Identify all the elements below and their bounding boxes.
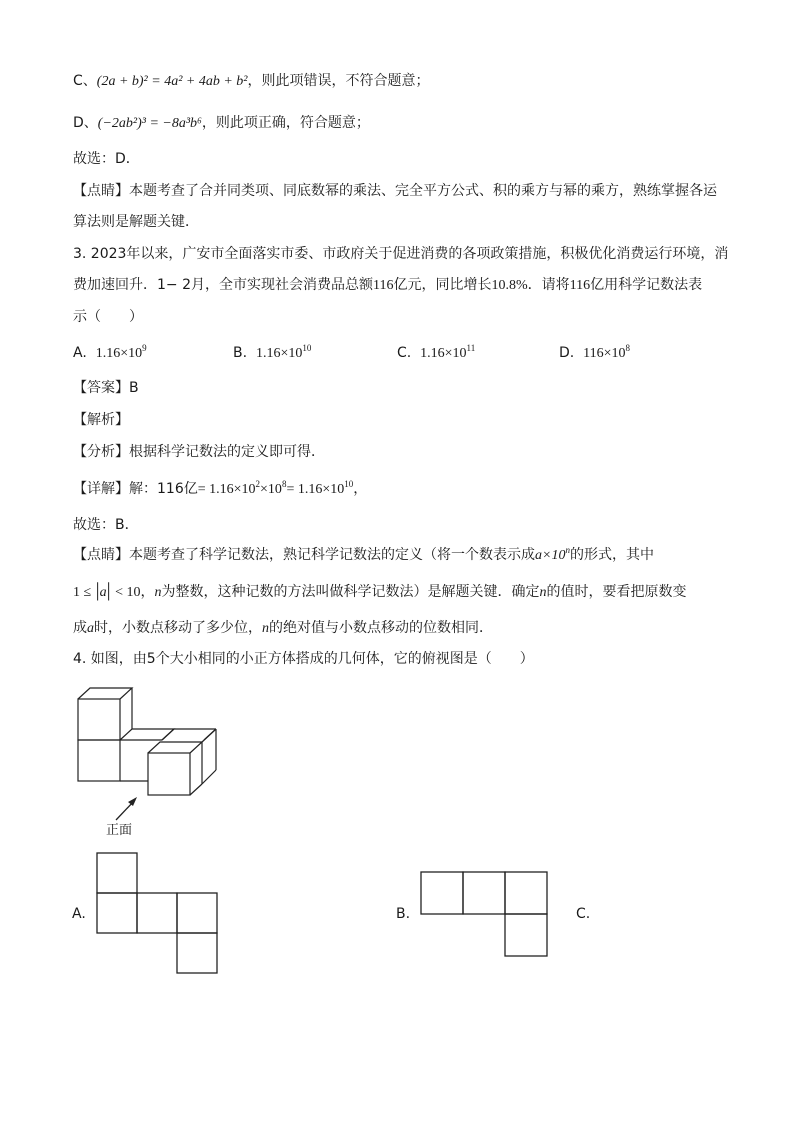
q4-option-c-label[interactable]: C.: [576, 906, 591, 922]
q3-option-c: [397, 343, 475, 364]
answer-tag: 【答案】: [73, 380, 129, 396]
cube-face: [148, 753, 190, 795]
number: 116: [373, 278, 394, 293]
option-value: 1.16×10: [255, 346, 303, 361]
stem-text: ．请将: [527, 277, 570, 293]
comment-text: ，则此项错误，不符合题意；: [247, 73, 430, 89]
cube-edge: [202, 770, 216, 784]
square: [177, 933, 217, 973]
comment-math: n: [154, 585, 162, 600]
q3-comment-1: [73, 545, 654, 566]
detail-math: ×10: [260, 482, 282, 497]
square: [97, 853, 137, 893]
cube-edge: [190, 784, 202, 795]
q3-fenxi: [73, 442, 325, 462]
cube-top: [148, 742, 202, 753]
exponent: 10: [302, 343, 312, 353]
comment-line-q2-1: [73, 181, 717, 201]
stem-text: 亿元，同比增长: [393, 277, 492, 293]
square: [463, 872, 505, 914]
comment-line-q2-2: 算法则是解题关键．: [73, 214, 199, 230]
comment-tag: 【点睛】: [73, 183, 129, 199]
q3-comment-2: [73, 580, 687, 603]
square: [177, 893, 217, 933]
comment-math: a: [87, 621, 94, 636]
exponent: 8: [625, 343, 631, 353]
cube-top: [120, 729, 174, 740]
q3-stem-3: 示（ ）: [73, 309, 143, 325]
comment-math: a: [99, 585, 107, 600]
front-label: 正面: [106, 823, 133, 838]
square: [421, 872, 463, 914]
comment-math: 1 ≤: [73, 585, 92, 600]
answer-value: B: [129, 380, 139, 396]
option-value: 1.16×10: [95, 346, 143, 361]
q4-option-a-label[interactable]: A.: [72, 906, 86, 922]
square: [137, 893, 177, 933]
option-a-figure[interactable]: [96, 852, 220, 976]
square: [505, 872, 547, 914]
option-label: D、: [73, 115, 98, 131]
comment-tag: 【点睛】: [73, 547, 129, 563]
option-c-line: [73, 71, 430, 92]
number: 10.8%: [491, 278, 528, 293]
fenxi-tag: 【分析】: [73, 444, 129, 460]
q3-option-a: [73, 343, 147, 364]
option-label: A.: [73, 345, 87, 361]
option-value: 116×10: [583, 346, 626, 361]
cube-top: [78, 688, 132, 699]
cube-top: [162, 729, 216, 740]
abs-bar: |: [106, 579, 111, 601]
answer-line-q2: 故选：D．: [73, 151, 140, 167]
comment-text: 本题考查了科学记数法，熟记科学记数法的定义（将一个数表示成: [129, 547, 535, 563]
q3-option-d: [559, 343, 630, 364]
detail-tag: 【详解】: [73, 481, 129, 497]
exponent: 9: [142, 343, 147, 353]
formula-c: (2a + b)² = 4a² + 4ab + b²: [96, 74, 248, 89]
option-value: 1.16×10: [420, 346, 467, 361]
option-label: D.: [559, 345, 575, 361]
comment-math: < 10，: [115, 585, 155, 600]
option-label: B.: [233, 345, 248, 361]
option-label: C.: [397, 345, 412, 361]
comment-text: 时，小数点移动了多少位，: [94, 620, 262, 636]
number: 116: [569, 278, 591, 293]
stem-text: 亿用科学记数法表: [590, 277, 703, 293]
q4-stem: 4. 如图，由5个大小相同的小正方体搭成的几何体，它的俯视图是（ ）: [73, 651, 534, 667]
detail-math: = 1.16×10: [286, 482, 345, 497]
exponent: 8: [281, 479, 287, 489]
comment-math: n: [262, 621, 269, 636]
q3-stem-1: 3. 2023年以来，广安市全面落实市委、市政府关于促进消费的各项政策措施，积极优化消费运行环境，消: [73, 246, 729, 262]
q3-analysis-tag: 【解析】: [73, 412, 129, 428]
q3-answer: [73, 378, 139, 398]
exponent: 10: [344, 479, 354, 489]
exponent: n: [565, 545, 570, 555]
option-label: C、: [73, 73, 97, 89]
detail-text: 解：116亿: [129, 481, 198, 497]
q3-option-b: [233, 343, 311, 364]
comment-text: 的值时，要看把原数变: [546, 584, 687, 600]
comment-text: 为整数，这种记数的方法叫做科学记数法）是解题关键．确定: [161, 584, 540, 600]
cube-figure: [76, 686, 236, 816]
comment-text: ，则此项正确，符合题意；: [201, 115, 370, 131]
q4-option-b-label[interactable]: B.: [396, 906, 411, 922]
detail-text: ，: [353, 481, 368, 497]
q3-detail: [73, 479, 367, 500]
square: [505, 914, 547, 956]
comment-text: 成: [73, 620, 87, 636]
cube-face: [78, 740, 120, 781]
cube-edge: [202, 729, 216, 742]
comment-math: a×10: [535, 548, 566, 563]
abs-bar: |: [95, 579, 100, 601]
option-d-line: [73, 113, 370, 134]
q3-comment-3: [73, 618, 493, 639]
formula-d: (−2ab²)³ = −8a³b⁶: [97, 116, 202, 131]
exponent: 11: [466, 343, 476, 353]
fenxi-text: 根据科学记数法的定义即可得．: [129, 444, 325, 460]
square: [97, 893, 137, 933]
q3-answer-line: 故选：B．: [73, 517, 139, 533]
comment-text: 的形式，其中: [569, 547, 654, 563]
exponent: 2: [255, 479, 261, 489]
comment-text: 本题考查了合并同类项、同底数幂的乘法、完全平方公式、积的乘方与幂的乘方，熟练掌握各运: [129, 183, 717, 199]
comment-text: 的绝对值与小数点移动的位数相同．: [269, 620, 493, 636]
option-b-figure[interactable]: [420, 871, 550, 957]
q3-stem-2: [73, 275, 702, 296]
detail-math: = 1.16×10: [197, 482, 256, 497]
stem-text: 费加速回升．1− 2月，全市实现社会消费品总额: [73, 277, 373, 293]
comment-math: n: [539, 585, 547, 600]
cube-face: [78, 699, 120, 740]
